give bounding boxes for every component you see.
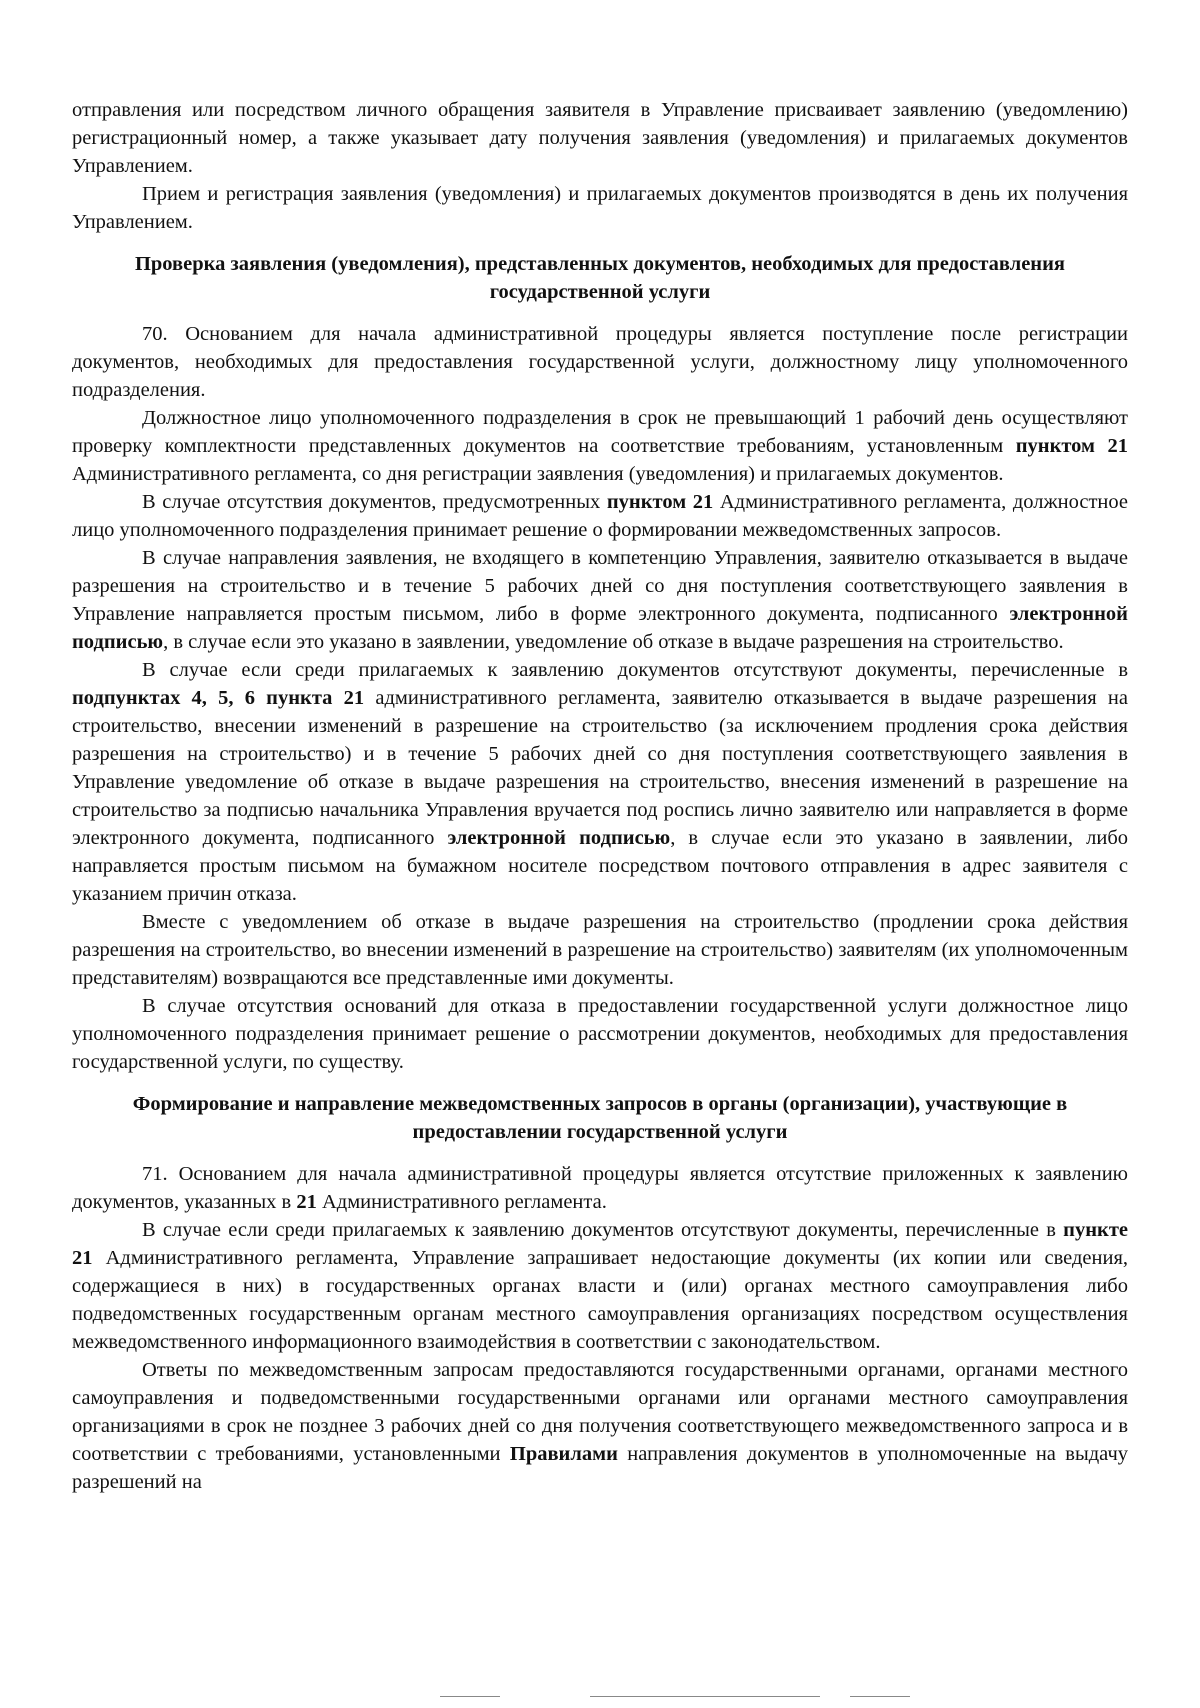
- scan-mark: [440, 1696, 500, 1697]
- text-run: В случае направления заявления, не входящего в компетенцию Управления, заявителю отказывается в выдаче разрешения на строительство и в течение 5 рабочих дней со дня поступления соответствующего заявления в Управление направляется простым письмом, либо в форме электронного документа, подписанного: [72, 547, 1128, 625]
- text-run: Административного регламента, со дня регистрации заявления (уведомления) и прилагаемых документов.: [72, 463, 1004, 485]
- text-run: В случае если среди прилагаемых к заявлению документов отсутствуют документы, перечисленные в: [142, 659, 1128, 681]
- section-heading-verification: Проверка заявления (уведомления), представленных документов, необходимых для предоставления государственной услуги: [134, 253, 1066, 303]
- text-run: направления документов в уполномоченные на выдачу разрешений на: [72, 1443, 1129, 1493]
- bold-term: электронной подписью: [72, 603, 1128, 653]
- paragraph-consideration: В случае отсутствия оснований для отказа в предоставлении государственной услуги должностное лицо уполномоченного подразделения принимает решение о рассмотрении документов, необходимых для предоставления государственной услуги, по существу.: [72, 995, 1128, 1073]
- scan-mark: [590, 1696, 820, 1697]
- paragraph-out-of-competence: [72, 544, 1128, 656]
- bold-reference: пункте 21: [72, 1219, 1128, 1269]
- bold-reference: пунктом 21: [1015, 435, 1128, 457]
- paragraph-continuation: отправления или посредством личного обращения заявителя в Управление присваивает заявлению (уведомлению) регистрационный номер, а также указывает дату получения заявления (уведомления) и прилагаемых документов Управлением.: [72, 99, 1128, 177]
- paragraph-missing-documents: [72, 488, 1128, 544]
- paragraph-refusal: [72, 656, 1128, 908]
- text-run: Ответы по межведомственным запросам предоставляются государственными органами, органами местного самоуправления и подведомственными государственными органами или органами местного самоуправления организациями в срок не позднее 3 рабочих дней со дня получения соответствующего межведомственного запроса и в соответствии с требованиями, установленными: [72, 1359, 1128, 1465]
- text-run: В случае отсутствия документов, предусмотренных: [142, 491, 607, 513]
- bold-term: электронной подписью: [447, 827, 671, 849]
- paragraph-responses: [72, 1356, 1128, 1496]
- bold-reference: подпунктах 4, 5, 6 пункта 21: [72, 687, 365, 709]
- text-run: Административного регламента, должностное лицо уполномоченного подразделения принимает решение о формировании межведомственных запросов.: [72, 491, 1128, 541]
- text-run: административного регламента, заявителю отказывается в выдаче разрешения на строительство, внесении изменений в разрешение на строительство (за исключением продления срока действия разрешения на строительство) и в течение 5 рабочих дней со дня поступления соответствующего заявления в Управление уведомление об отказе в выдаче разрешения на строительство, внесения изменений в разрешение на строительство за подписью начальника Управления вручается под роспись лично заявителю или направляется в форме электронного документа, подписанного: [72, 687, 1128, 849]
- scan-artifact-marks: [440, 1694, 920, 1700]
- paragraph-70: 70. Основанием для начала административной процедуры является поступление после регистрации документов, необходимых для предоставления государственной услуги, должностному лицу уполномоченного подразделения.: [72, 323, 1128, 401]
- text-run: 71. Основанием для начала административной процедуры является отсутствие приложенных к заявлению документов, указанных в: [72, 1163, 1128, 1213]
- paragraph-completeness-check: [72, 404, 1128, 488]
- text-run: , в случае если это указано в заявлении, уведомление об отказе в выдаче разрешения на строительство.: [163, 631, 1064, 653]
- text-run: , в случае если это указано в заявлении, либо направляется простым письмом на бумажном носителе посредством почтового отправления в адрес заявителя с указанием причин отказа.: [72, 827, 1129, 905]
- bold-reference: пунктом 21: [606, 491, 714, 513]
- paragraph-requests: [72, 1216, 1128, 1356]
- bold-reference: Правилами: [509, 1443, 618, 1465]
- scan-mark: [850, 1696, 910, 1697]
- text-run: Административного регламента, Управление запрашивает недостающие документы (их копии или сведения, содержащиеся в них) в государственных органах власти и (или) органах местного самоуправления либо подведомственных государственным органам местного самоуправления организациях посредством осуществления межведомственного информационного взаимодействия в соответствии с законодательством.: [72, 1247, 1128, 1353]
- text-run: Должностное лицо уполномоченного подразделения в срок не превышающий 1 рабочий день осуществляют проверку комплектности представленных документов на соответствие требованиям, установленным: [72, 407, 1128, 457]
- paragraph-return-documents: Вместе с уведомлением об отказе в выдаче разрешения на строительство (продлении срока действия разрешения на строительство, во внесении изменений в разрешение на строительство) заявителям (их уполномоченным представителям) возвращаются все представленные ими документы.: [72, 911, 1128, 989]
- text-run: Административного регламента.: [316, 1191, 607, 1213]
- paragraph-registration: Прием и регистрация заявления (уведомления) и прилагаемых документов производятся в день их получения Управлением.: [72, 183, 1128, 233]
- bold-reference: 21: [296, 1191, 317, 1213]
- paragraph-71: [72, 1160, 1128, 1216]
- section-heading-interagency-requests: Формирование и направление межведомственных запросов в органы (организации), участвующие в предоставлении государственной услуги: [132, 1093, 1068, 1143]
- text-run: В случае если среди прилагаемых к заявлению документов отсутствуют документы, перечисленные в: [142, 1219, 1064, 1241]
